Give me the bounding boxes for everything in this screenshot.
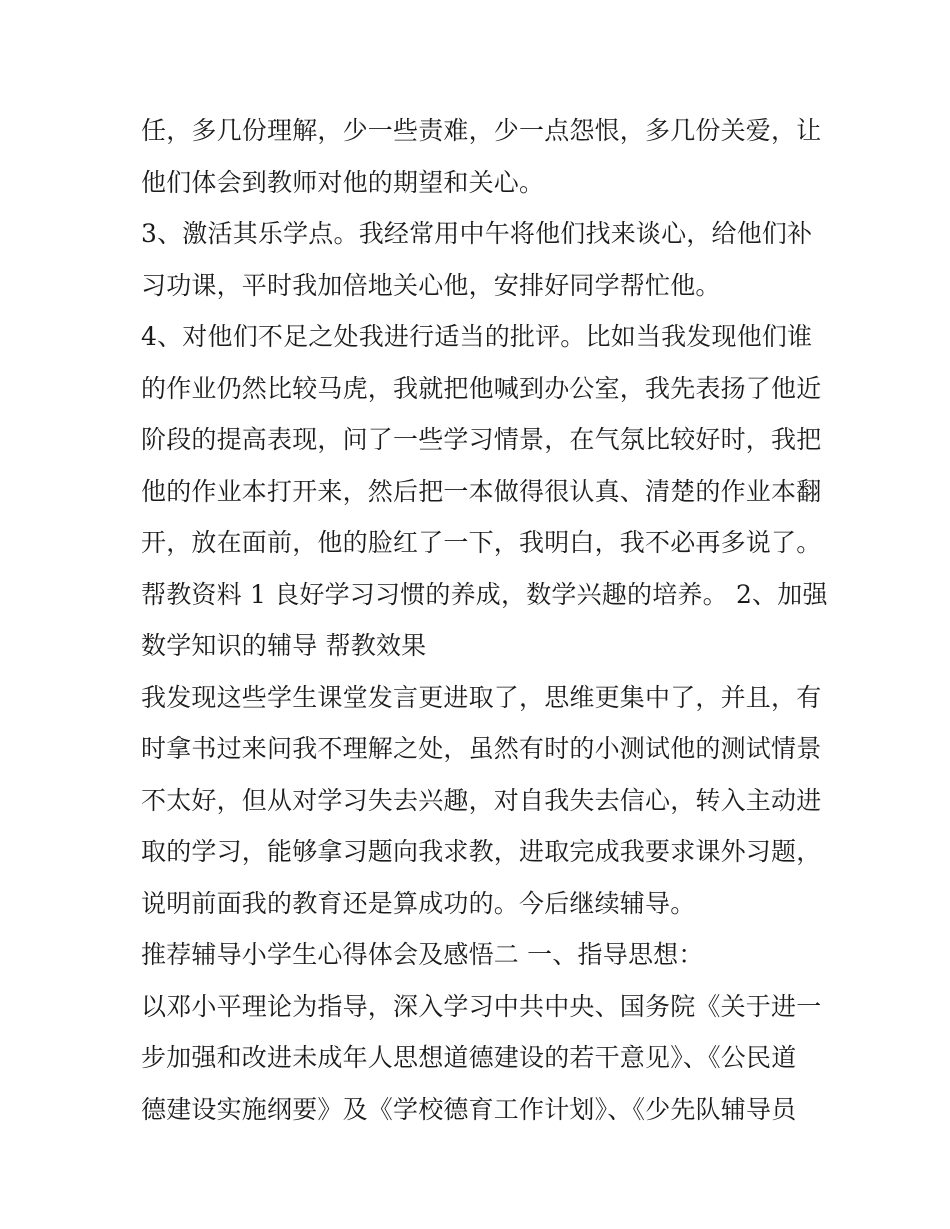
- text-line: 说明前面我的教育还是算成功的。今后继续辅导。: [141, 888, 696, 918]
- text-line: 他们体会到教师对他的期望和关心。: [141, 167, 545, 197]
- text-line: 数学知识的辅导 帮教效果: [141, 631, 427, 660]
- text-line: 习功课，平时我加倍地关心他，安排好同学帮忙他。: [141, 270, 721, 300]
- text-line: 步加强和改进未成年人思想道德建设的若干意见》、《公民道: [141, 1043, 797, 1072]
- document-body: [141, 105, 828, 1135]
- text-line: 3、激活其乐学点。我经常用中午将他们找来谈心，给他们补: [141, 219, 813, 248]
- text-line: 以邓小平理论为指导，深入学习中共中央、国务院《关于进一: [141, 991, 822, 1021]
- text-line: 开，放在面前，他的脸红了一下，我明白，我不必再多说了。: [141, 528, 822, 557]
- text-line: 取的学习，能够拿习题向我求教，进取完成我要求课外习题，: [141, 837, 822, 866]
- text-line: 我发现这些学生课堂发言更进取了，思维更集中了，并且，有: [141, 682, 822, 712]
- text-line: 帮教资料 1 良好学习习惯的养成，数学兴趣的培养。 2、加强: [141, 579, 828, 609]
- text-line: 他的作业本打开来，然后把一本做得很认真、清楚的作业本翻: [141, 476, 822, 506]
- text-line: 不太好，但从对学习失去兴趣，对自我失去信心，转入主动进: [141, 785, 822, 815]
- text-line: 推荐辅导小学生心得体会及感悟二 一、指导思想：: [141, 940, 704, 969]
- text-line: 时拿书过来问我不理解之处，虽然有时的小测试他的测试情景: [141, 734, 822, 763]
- text-line: 4、对他们不足之处我进行适当的批评。比如当我发现他们谁: [141, 322, 813, 351]
- text-line: 阶段的提高表现，问了一些学习情景，在气氛比较好时，我把: [141, 425, 822, 454]
- text-line: 德建设实施纲要》及《学校德育工作计划》、《少先队辅导员: [141, 1094, 797, 1124]
- text-line: 任，多几份理解，少一些责难，少一点怨恨，多几份关爱，让: [141, 116, 822, 145]
- text-line: 的作业仍然比较马虎，我就把他喊到办公室，我先表扬了他近: [141, 373, 822, 403]
